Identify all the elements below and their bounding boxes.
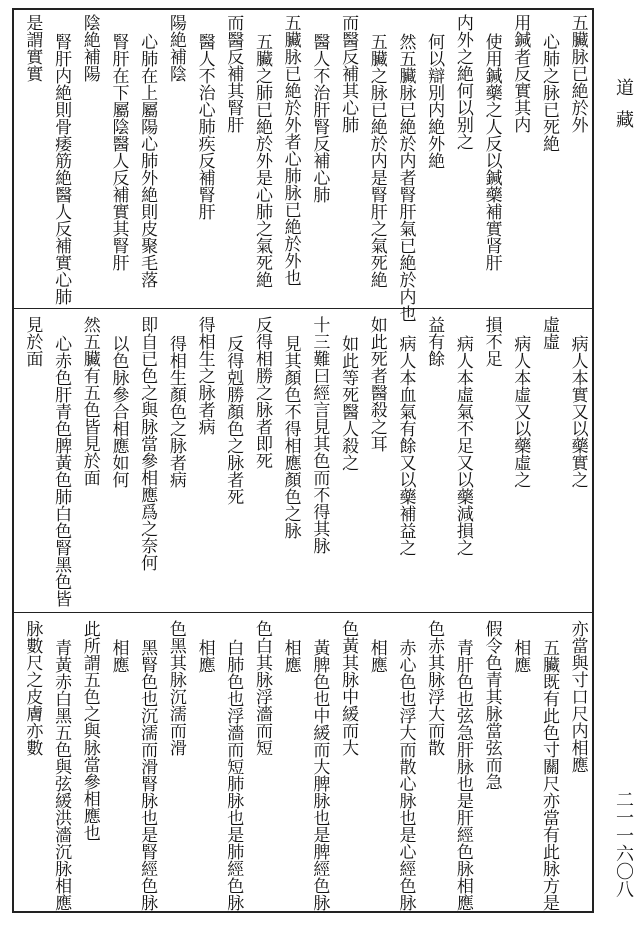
text-column: 相應 — [366, 639, 387, 673]
text-column: 使用鍼藥之人反以鍼藥補實肾肝 — [481, 33, 502, 271]
text-column: 五臟之肺已絶於外是心肺之氣死絶 — [251, 33, 272, 288]
text-column: 相應 — [280, 639, 301, 673]
text-column: 青肝色也弦急肝脉也是肝經色脉相應 — [452, 639, 473, 911]
text-column: 何以辯別内絶外絶 — [424, 33, 445, 169]
text-column: 脉數尺之皮膚亦數 — [22, 620, 43, 756]
text-column: 得相生顏色之脉者病 — [165, 335, 186, 488]
text-column: 腎肝内絶則骨痿筋絶醫人反補實心肺 — [51, 33, 72, 305]
panel-divider — [12, 308, 594, 309]
text-column: 見於面 — [22, 316, 43, 367]
text-column: 白肺色也浮濇而短肺脉也是肺經色脉 — [223, 639, 244, 911]
text-column: 内外之絶何以别之 — [452, 14, 473, 150]
text-column: 色黑其脉沉濡而滑 — [165, 620, 186, 756]
text-column: 腎肝在下屬陰醫人反補實其腎肝 — [108, 33, 129, 271]
side-title-zang: 藏 — [613, 110, 634, 128]
panel-divider — [12, 612, 594, 613]
text-column: 假令色青其脉當弦而急 — [481, 620, 502, 790]
text-column: 心肺在上屬陽心肺外絶則皮聚毛落 — [137, 33, 158, 288]
text-column: 如此死者醫殺之耳 — [366, 316, 387, 452]
text-column: 黃脾色也中緩而大脾脉也是脾經色脉 — [309, 639, 330, 911]
text-column: 反得相勝之脉者即死 — [251, 316, 272, 469]
text-column: 陽絶補陰 — [165, 14, 186, 82]
text-column: 病人本實又以藥實之 — [567, 335, 588, 488]
text-column: 益有餘 — [424, 316, 445, 367]
text-column: 相應 — [194, 639, 215, 673]
text-column: 相應 — [108, 639, 129, 673]
text-column: 病人本虛又以藥虛之 — [510, 335, 531, 488]
text-column: 用鍼者反實其内 — [510, 14, 531, 133]
text-column: 以色脉參合相應如何 — [108, 335, 129, 488]
text-column: 病人本血氣有餘又以藥補益之 — [395, 335, 416, 556]
text-column: 然五臟有五色皆見於面 — [79, 316, 100, 486]
text-column: 五臟脉已絶於外者心肺脉已絶於外也 — [280, 14, 301, 286]
text-column: 醫人不治心肺疾反補腎肝 — [194, 33, 215, 220]
text-column: 病人本虛氣不足又以藥減損之 — [452, 335, 473, 556]
side-title-dao: 道 — [613, 78, 634, 96]
text-column: 亦當與寸口尺内相應 — [567, 620, 588, 773]
text-column: 是謂實實 — [22, 14, 43, 82]
text-column: 色赤其脉浮大而散 — [424, 620, 445, 756]
text-column: 心赤色肝青色脾黃色肺白色腎黑色皆 — [51, 335, 72, 607]
text-column: 十三難曰經言見其色而不得其脉 — [309, 316, 330, 554]
text-panel-middle — [16, 316, 590, 606]
text-column: 如此等死醫人殺之 — [338, 335, 359, 471]
text-column: 五臟之脉已絶於内是腎肝之氣死絶 — [366, 33, 387, 288]
text-column: 而醫反補其心肺 — [338, 14, 359, 133]
text-column: 五臟既有此色寸關尺亦當有此脉方是 — [538, 639, 559, 911]
text-column: 得相生之脉者病 — [194, 316, 215, 435]
text-column: 相應 — [510, 639, 531, 673]
text-panel-upper — [16, 14, 590, 322]
text-column: 赤心色也浮大而散心脉也是心經色脉 — [395, 639, 416, 911]
text-column: 虛虛 — [538, 316, 559, 350]
text-column: 然五臟脉已絶於内者腎肝氣已絶於内也 — [395, 33, 416, 322]
page-number: 二一一六〇八 — [613, 790, 634, 898]
text-column: 陰絶補陽 — [79, 14, 100, 82]
text-column: 黑腎色也沉濡而滑腎脉也是腎經色脉 — [137, 639, 158, 911]
text-column: 心肺之脉已死絶 — [538, 33, 559, 152]
text-column: 而醫反補其腎肝 — [223, 14, 244, 133]
text-column: 色白其脉浮濇而短 — [251, 620, 272, 756]
text-column: 即自已色之與脉當參相應爲之奈何 — [137, 316, 158, 571]
text-column: 此所謂五色之與脉當參相應也 — [79, 620, 100, 841]
text-column: 五臟脉已絶於外 — [567, 14, 588, 133]
text-column: 損不足 — [481, 316, 502, 367]
text-column: 反得剋勝顏色之脉者死 — [223, 335, 244, 505]
text-column: 見其顏色不得相應顏色之脉 — [280, 335, 301, 539]
text-column: 色黃其脉中緩而大 — [338, 620, 359, 756]
text-column: 醫人不治肝腎反補心肺 — [309, 33, 330, 203]
text-column: 青黃赤白黑五色與弦緩洪濇沉脉相應 — [51, 639, 72, 911]
text-panel-lower — [16, 620, 590, 911]
